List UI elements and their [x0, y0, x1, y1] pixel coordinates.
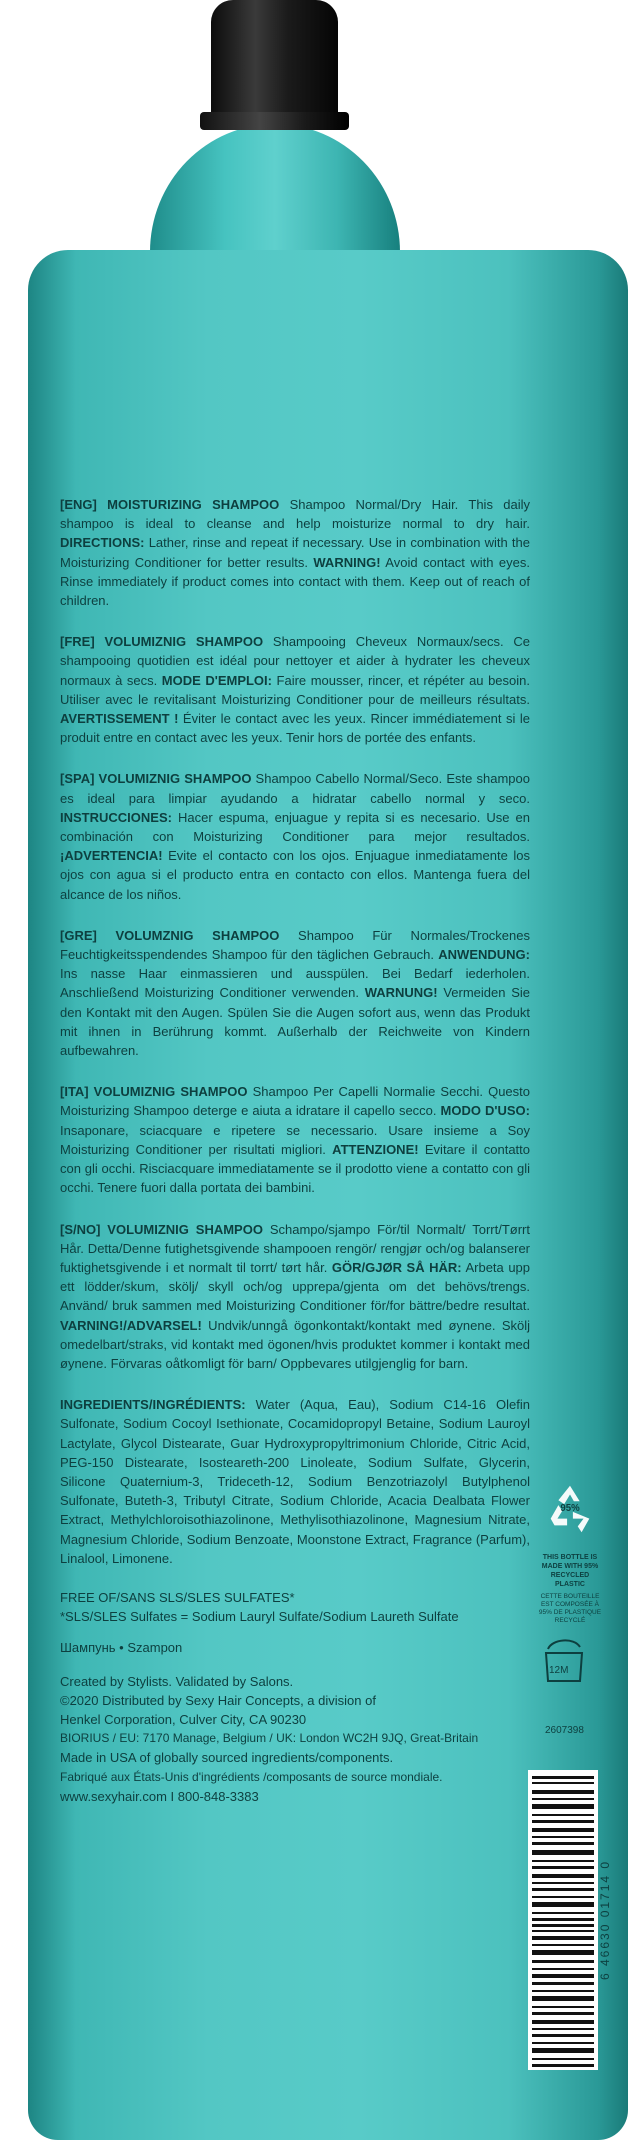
section-tag: [ITA] VOLUMIZNIG SHAMPOO — [60, 1084, 248, 1100]
warning-text: Éviter le contact avec les yeux. Rincer immédiatement si le produit entre en contact avec les yeux. Tenir hors de portée des enfants. — [60, 711, 530, 746]
directions-text: Faire mousser, rincer, et répéter au besoin. Utiliser avec le revitalisant Moisturizing Conditioner pour de meilleurs résultats. — [60, 672, 530, 707]
recycle-icon — [541, 1480, 599, 1538]
period-after-opening: 12M — [549, 1665, 569, 1676]
section-text: Schampo/sjampo För/til Normalt/ Torrt/Tørrt Hår. Detta/Denne futighetsgivende shampooen rengör/ rengjør och/og balanserer fuktighetsgivende i et normalt til torrt/ tørt hår. — [60, 1221, 530, 1275]
barcode-digits: 6 46630 01714 0 — [598, 1859, 612, 1981]
footer-line: Henkel Corporation, Culver City, CA 90230 — [60, 1711, 307, 1727]
recycle-percent: 95% — [560, 1502, 580, 1514]
recycle-text-fr: CETTE BOUTEILLE EST COMPOSÉE À 95% DE PLASTIQUE RECYCLÉ — [538, 1593, 602, 1624]
warning-label: WARNING! — [313, 554, 381, 570]
directions-text: Arbeta upp ett lödder/skum, skölj/ skyll och/og upprepa/gjenta om det behövs/trengs. Använd/ bruk sammen med Moisturizing Conditioner för/for bättre/bedre resultat. — [60, 1259, 531, 1314]
warning-label: VARNING!/ADVARSEL! — [60, 1317, 202, 1333]
footer-line: Created by Stylists. Validated by Salons. — [60, 1673, 294, 1689]
footer-line: ©2020 Distributed by Sexy Hair Concepts, a division of — [60, 1692, 376, 1708]
section-tag: [FRE] VOLUMIZNIG SHAMPOO — [60, 634, 264, 650]
sulfate-definition-line: *SLS/SLES Sulfates = Sodium Lauryl Sulfate/Sodium Laureth Sulfate — [60, 1609, 459, 1625]
section-text: Shampoo Per Capelli Normalie Secchi. Questo Moisturizing Shampoo deterge e aiuta a idratare il capello secco. — [60, 1084, 530, 1119]
warning-text: Evite el contacto con los ojos. Enjuague inmediatamente los ojos con agua si el producto entra en contacto con ellos. Mantenga fuera del alcance de los niños. — [60, 848, 530, 902]
directions-label: DIRECTIONS: — [60, 535, 145, 551]
recycle-text-en: THIS BOTTLE IS MADE WITH 95% RECYCLED PLASTIC — [541, 1554, 599, 1588]
warning-label: ATTENZIONE! — [332, 1141, 419, 1157]
section-gre — [60, 926, 530, 1060]
section-eng — [60, 495, 530, 610]
ingredients-text: Water (Aqua, Eau), Sodium C14-16 Olefin Sulfonate, Sodium Cocoyl Isethionate, Cocamidopropyl Betaine, Sodium Lauroyl Lactylate, Glycol Distearate, Guar Hydroxypropyltrimonium Chloride, Citric Acid, PEG-150 Distearate, Isosteareth-200 Linoleate, Sodium Sulfate, Glycerin, Silicone Quaternium-3, Trideceth-12, Sodium Benzotriazolyl Butylphenol Sulfonate, Buteth-3, Tributyl Citrate, Sodium Chloride, Acacia Dealbata Flower Extract, Methylchloroisothiazolinone, Methylisothiazolinone, Magnesium Nitrate, Magnesium Chloride, Sodium Benzoate, Moonstone Extract, Fragrance (Parfum), Linalool, Limonene. — [60, 1397, 530, 1566]
warning-text: Vermeiden Sie den Kontakt mit den Augen. Spülen Sie die Augen sofort aus, wenn das Produkt mit ihnen in Berührung kommt. Außerhalb der Reichweite von Kindern aufbewahren. — [60, 985, 530, 1059]
section-fre — [60, 632, 530, 747]
recycled-plastic-badge — [535, 1480, 605, 1625]
section-tag: [GRE] VOLUMZNIG SHAMPOO — [60, 927, 280, 943]
warning-text: Evitare il contatto con gli occhi. Risciacquare immediatamente se il prodotto viene a contatto con gli occhi. Tenere fuori dalla portata dei bambini. — [60, 1141, 531, 1196]
footer-line: Made in USA of globally sourced ingredients/components. — [60, 1750, 394, 1766]
cap-band — [200, 112, 349, 130]
ingredients — [60, 1395, 530, 1568]
footer-line: www.sexyhair.com I 800-848-3383 — [60, 1788, 259, 1804]
directions-text: Ins nasse Haar einmassieren und ausspülen. Bei Bedarf iederholen. Anschließend Moisturizing Conditioner verwenden. — [60, 966, 530, 1001]
warning-text: Undvik/unngå ögonkontakt/kontakt med øynene. Skölj omedelbart/straks, vid kontakt med ögonen/hvis produktet kommer i kontakt med øynene. Förvaras oåtkomligt för barn/ Oppbevares utilgjenglig for barn. — [60, 1317, 530, 1371]
section-text: Shampooing Cheveux Normaux/secs. Ce shampooing quotidien est idéal pour nettoyer et aider à hydrater les cheveux normaux à secs. — [60, 634, 530, 688]
section-text: Shampoo Normal/Dry Hair. This daily shampoo is ideal to cleanse and help moisturize normal to dry hair. — [60, 497, 530, 532]
ingredients-label: INGREDIENTS/INGRÉDIENTS: — [60, 1397, 246, 1413]
section-tag: [S/NO] VOLUMIZNIG SHAMPOO — [60, 1221, 263, 1237]
section-tag: [SPA] VOLUMIZNIG SHAMPOO — [60, 771, 252, 787]
directions-text: Lather, rinse and repeat if necessary. Use in combination with the Moisturizing Conditioner for better results. — [60, 535, 530, 570]
footer-line: Fabriqué aux États-Unis d'ingrédients /composants de source mondiale. — [60, 1769, 443, 1784]
batch-code: 2607398 — [545, 1725, 584, 1736]
section-spa — [60, 769, 530, 903]
bottle-cap — [211, 0, 338, 128]
directions-label: ANWENDUNG: — [438, 947, 530, 963]
warning-label: AVERTISSEMENT ! — [60, 711, 179, 727]
section-tag: [ENG] MOISTURIZING SHAMPOO — [60, 497, 280, 512]
directions-label: MODO D'USO: — [440, 1103, 530, 1119]
back-label — [60, 495, 596, 1806]
section-text: Shampoo Cabello Normal/Seco. Este shampoo es ideal para limpiar ayudando a hidratar cabello normal y seco. — [60, 771, 530, 806]
warning-text: Avoid contact with eyes. Rinse immediately if product comes into contact with them. Keep out of reach of children. — [60, 554, 530, 609]
distributor-info — [60, 1672, 480, 1806]
directions-label: GÖR/GJØR SÅ HÄR: — [331, 1259, 462, 1275]
warning-label: WARNUNG! — [364, 985, 438, 1001]
open-jar-icon — [540, 1635, 588, 1685]
sulfate-free-note — [60, 1588, 530, 1626]
product-names: Шампунь • Szampon — [60, 1640, 183, 1656]
section-text: Shampoo Für Normales/Trockenes Feuchtigkeitsspendendes Shampoo für den täglichen Gebrauch. — [60, 927, 530, 963]
directions-text: Insaponare, sciacquare e ripetere se necessario. Usare insieme a Soy Moisturizing Conditioner per risultati migliori. — [60, 1122, 530, 1157]
footer-line: BIORIUS / EU: 7170 Manage, Belgium / UK: London WC2H 9JQ, Great-Britain — [60, 1731, 479, 1746]
directions-label: MODE D'EMPLOI: — [161, 672, 272, 688]
section-sno — [60, 1220, 530, 1374]
section-ita — [60, 1082, 530, 1197]
directions-label: INSTRUCCIONES: — [60, 809, 172, 825]
directions-text: Hacer espuma, enjuague y repita si es necesario. Use en combinación con Moisturizing Conditioner para mejor resultados. — [60, 809, 530, 845]
barcode — [528, 1770, 598, 2070]
sulfate-free-line: FREE OF/SANS SLS/SLES SULFATES* — [60, 1589, 295, 1605]
warning-label: ¡ADVERTENCIA! — [60, 848, 163, 864]
